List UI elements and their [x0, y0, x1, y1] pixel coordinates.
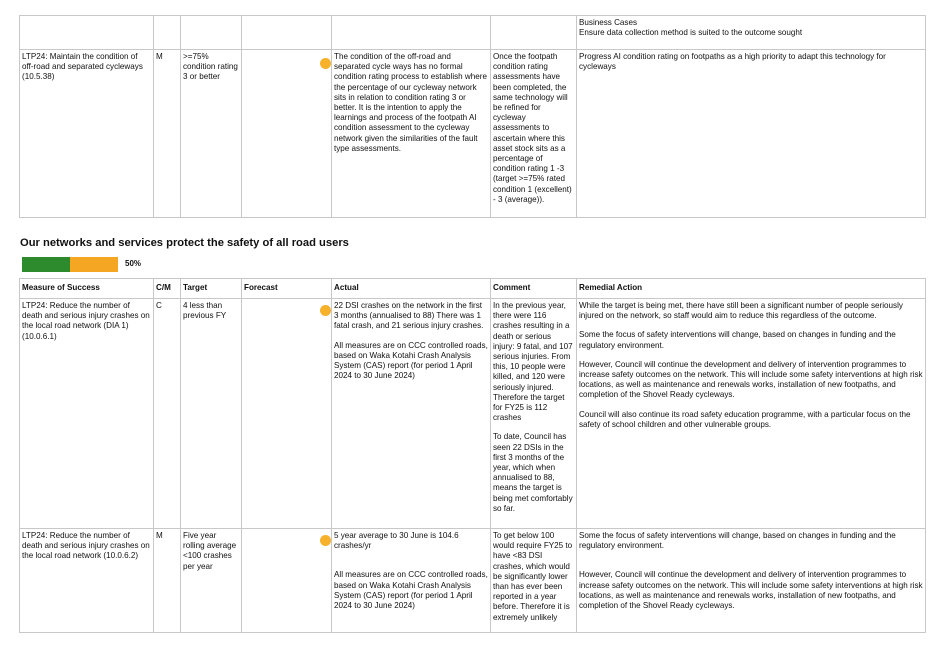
actual-text: All measures are on CCC controlled roads, based on Waka Kotahi Crash Analysis System (CAS) report (for period 1 April 2024 to 30 June 2024)	[334, 570, 488, 611]
table-row	[20, 50, 926, 218]
remedial-cell	[577, 529, 926, 633]
remedial-cell	[577, 299, 926, 529]
remedial-text: Business Cases	[579, 18, 638, 27]
measure-cell: LTP24: Reduce the number of death and serious injury crashes on the local road network (10.0.6.2)	[20, 529, 154, 633]
performance-table-road-safety	[19, 278, 926, 633]
actual-cell	[332, 16, 491, 50]
forecast-cell	[242, 16, 332, 50]
table-header-row	[20, 279, 926, 299]
measure-cell: LTP24: Maintain the condition of off-road and separated cycleways (10.5.38)	[20, 50, 154, 218]
progress-segment-orange	[70, 257, 118, 272]
measure-cell	[20, 16, 154, 50]
cm-cell: M	[154, 50, 181, 218]
comment-text: In the previous year, there were 116 crashes resulting in a death or serious injury: 9 fatal, and 107 serious injuries. From this, 10 people were killed, and 120 were seriously injured. Therefore the target for FY25 is 112 crashes	[493, 301, 573, 423]
remedial-text: However, Council will continue the development and delivery of intervention programmes to increase safety outcomes on the network. This will include some safety interventions at high risk locations, as well as maintenance and renewals works, installation of new footpaths, and completion of the Shovel Ready cycleways.	[579, 359, 923, 400]
remedial-text: Council will also continue its road safety education programme, with a particular focus on the safety of school children and other vulnerable groups.	[579, 409, 911, 429]
target-cell: 4 less than previous FY	[181, 299, 242, 529]
progress-segment-green	[22, 257, 70, 272]
actual-cell	[332, 529, 491, 633]
progress-bar	[22, 257, 118, 272]
cm-cell: C	[154, 299, 181, 529]
measure-cell: LTP24: Reduce the number of death and serious injury crashes on the local road network (DIA 1) (10.0.6.1)	[20, 299, 154, 529]
remedial-text: Ensure data collection method is suited to the outcome sought	[579, 28, 803, 38]
column-header-target: Target	[181, 279, 242, 299]
forecast-cell	[242, 529, 332, 633]
column-header-comment: Comment	[491, 279, 577, 299]
comment-text: To date, Council has seen 22 DSIs in the first 3 months of the year, which when annualised to 88, means the target is being met comfortably so far.	[493, 432, 573, 513]
target-cell: Five year rolling average <100 crashes per year	[181, 529, 242, 633]
column-header-measure: Measure of Success	[20, 279, 154, 299]
cm-cell: M	[154, 529, 181, 633]
section-heading: Our networks and services protect the safety of all road users	[20, 237, 349, 249]
amber-dot-icon	[320, 305, 331, 316]
remedial-text: Some the focus of safety interventions will change, based on changes in funding and the regulatory environment.	[579, 531, 896, 551]
target-cell	[181, 16, 242, 50]
comment-cell: To get below 100 would require FY25 to have <83 DSI crashes, which would be significantly lower than has ever been reported in a year before. Therefore it is extremely unlikely	[491, 529, 577, 633]
amber-dot-icon	[320, 58, 331, 69]
actual-cell: The condition of the off-road and separated cycle ways has no formal condition rating process to establish where the percentage of our cycleway network sits in relation to condition rating 3 or better. It is the intention to apply the learnings and process of the footpath AI condition assessment to the cycleway network given the similarities of the fault type assessments.	[332, 50, 491, 218]
amber-dot-icon	[320, 535, 331, 546]
comment-cell: Once the footpath condition rating assessments have been completed, the same technology will be refined for cycleway assessments to ascertain where this asset stock sits as a percentage of condition rating 1 -3 (target >=75% rated condition 1 (excellent) - 3 (average)).	[491, 50, 577, 218]
actual-text: 5 year average to 30 June is 104.6 crashes/yr	[334, 531, 459, 551]
column-header-actual: Actual	[332, 279, 491, 299]
column-header-remedial: Remedial Action	[577, 279, 926, 299]
remedial-text: However, Council will continue the development and delivery of intervention programmes to increase safety outcomes on the network. This will include some safety interventions at high risk locations, as well as maintenance and renewals works, installation of new footpaths, and completion of the Shovel Ready cycleways.	[579, 570, 923, 611]
performance-table-cycleways	[19, 15, 926, 218]
actual-text: 22 DSI crashes on the network in the first 3 months (annualised to 88) There was 1 fatal crash, and 21 serious injury crashes.	[334, 301, 484, 331]
comment-cell	[491, 299, 577, 529]
column-header-cm: C/M	[154, 279, 181, 299]
target-cell: >=75% condition rating 3 or better	[181, 50, 242, 218]
forecast-cell	[242, 50, 332, 218]
remedial-cell	[577, 16, 926, 50]
remedial-cell: Progress AI condition rating on footpaths as a high priority to adapt this technology for cycleways	[577, 50, 926, 218]
remedial-text: While the target is being met, there have still been a significant number of people seriously injured on the network, so staff would aim to reduce this regardless of the outcome.	[579, 301, 903, 321]
progress-label: 50%	[125, 259, 142, 268]
table-row	[20, 16, 926, 50]
actual-cell	[332, 299, 491, 529]
remedial-text: Some the focus of safety interventions will change, based on changes in funding and the regulatory environment.	[579, 330, 896, 350]
comment-cell	[491, 16, 577, 50]
column-header-forecast: Forecast	[242, 279, 332, 299]
cm-cell	[154, 16, 181, 50]
table-row	[20, 299, 926, 529]
forecast-cell	[242, 299, 332, 529]
table-row	[20, 529, 926, 633]
actual-text: All measures are on CCC controlled roads, based on Waka Kotahi Crash Analysis System (CAS) report (for period 1 April 2024 to 30 June 2024)	[334, 340, 488, 381]
